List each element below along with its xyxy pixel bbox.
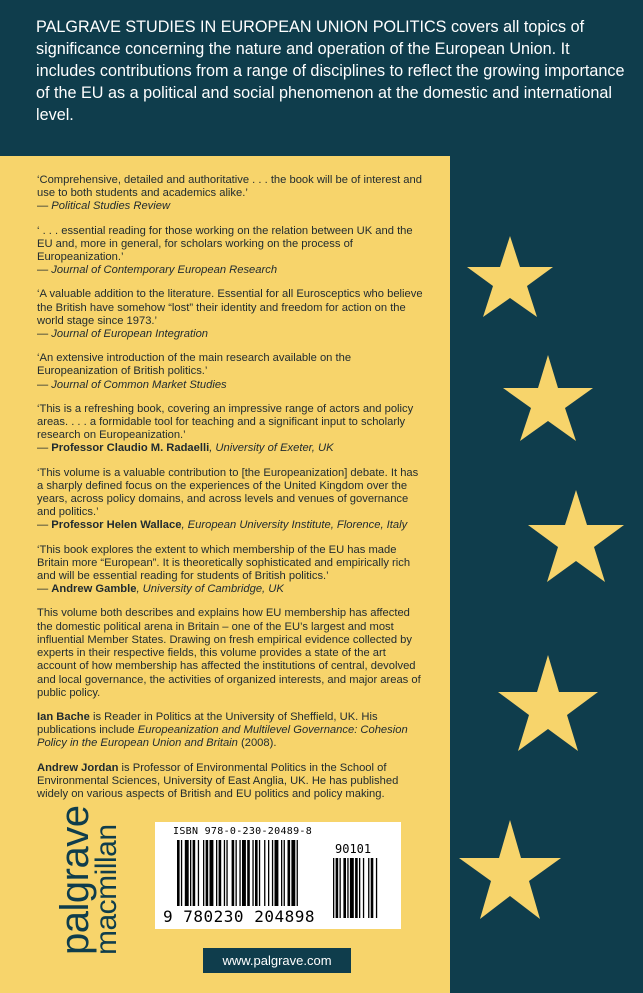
review-quote	[37, 288, 427, 341]
review-quote	[37, 174, 427, 214]
barcode-bar	[193, 840, 196, 906]
isbn: ISBN 978-0-230-20489-8	[173, 826, 313, 837]
barcode-bar	[206, 840, 209, 906]
price-code: 90101	[335, 842, 372, 856]
back-cover-text	[37, 174, 427, 812]
barcode-bar	[259, 840, 260, 906]
logo-macmillan: macmillan	[90, 824, 123, 955]
barcode-bar	[347, 858, 348, 918]
review-quote	[37, 352, 427, 392]
barcode-bar	[181, 840, 182, 906]
barcode-bar	[297, 840, 298, 906]
review-quote	[37, 544, 427, 597]
barcode-bar	[252, 840, 253, 906]
header-band	[0, 0, 643, 156]
barcode-bar	[216, 840, 217, 906]
quote-source: — Journal of European Integration	[37, 328, 209, 341]
quote-source: — Professor Helen Wallace, European University Institute, Florence, Italy	[37, 519, 408, 532]
barcode-digits: 9 780230 204898	[163, 907, 315, 926]
author-bio: Ian Bache is Reader in Politics at the University of Sheffield, UK. His publications include Europeanization and Multilevel Governance: Cohesion Policy in the European Union and Britain (2008).	[37, 710, 408, 750]
barcode-bar	[376, 858, 377, 918]
barcode-bar	[371, 858, 374, 918]
barcode-bar	[359, 858, 360, 918]
quote-text: ‘This volume is a valuable contribution to [the Europeanization] debate. It has a sharply defined focus on the experiences of the United Kingdom over the years, across policy domains, and across levels and venues of governance and politics.’	[37, 466, 419, 519]
barcode-bar	[272, 840, 273, 906]
barcode-bar	[239, 840, 240, 906]
quote-source: — Political Studies Review	[37, 200, 171, 213]
quote-text: ‘ . . . essential reading for those working on the relation between UK and the EU and, more in general, for scholars working on the process of Europeanization.’	[37, 224, 413, 264]
review-quote	[37, 467, 427, 533]
barcode-bar	[291, 840, 295, 906]
quote-text: ‘Comprehensive, detailed and authoritative . . . the book will be of interest and use to both students and academics alike.’	[37, 174, 422, 200]
barcode-bar	[336, 858, 339, 918]
barcode-bar	[363, 858, 364, 918]
quote-text: ‘This is a refreshing book, covering an impressive range of actors and policy areas. . . . a formidable tool for teaching and a significant input to scholarly research on Europeanization.’	[37, 402, 414, 442]
quote-source: — Journal of Common Market Studies	[37, 378, 227, 391]
review-quote	[37, 403, 427, 456]
barcode-bar	[185, 840, 189, 906]
barcode-bar	[198, 840, 199, 906]
quote-text: ‘An extensive introduction of the main research available on the Europeanization of British politics.’	[37, 352, 352, 378]
publisher-url-box[interactable]	[203, 948, 351, 973]
barcode-bar	[368, 858, 369, 918]
barcode-bar	[340, 858, 341, 918]
barcode-bar	[226, 840, 227, 906]
barcode-bar	[203, 840, 204, 906]
barcode-bar	[219, 840, 222, 906]
quote-text: ‘This book explores the extent to which membership of the EU has made Britain more “European”. It is theoretically sophisticated and empirically rich and will be essential reading for students of British politics.’	[37, 543, 411, 583]
star-band	[450, 156, 643, 993]
barcode	[155, 822, 401, 929]
barcode-bar	[355, 858, 358, 918]
author-bio: Andrew Jordan is Professor of Environmental Politics in the School of Environmental Sciences, University of East Anglia, UK. He has published widely on various aspects of British and EU politics and policy making.	[37, 761, 399, 800]
quote-text: ‘A valuable addition to the literature. Essential for all Eurosceptics who believe the British have somehow “lost” their identity and freedom for action on the world stage since 1973.’	[37, 288, 423, 327]
series-description: PALGRAVE STUDIES IN EUROPEAN UNION POLITICS covers all topics of significance concerning the nature and operation of the European Union. It includes contributions from a range of disciplines to reflect the growing importance of the EU as a political and social phenomenon at the domestic and international level.	[36, 18, 625, 124]
book-description: This volume both describes and explains how EU membership has affected the domestic political arena in Britain – one of the EU’s largest and most influential Member States. Drawing on fresh empirical evidence collected by experts in their respective fields, this volume provides a state of the art account of how membership has affected the institutions of central, devolved and local governance, the activities of organized interests, and major areas of public policy.	[37, 607, 421, 699]
quote-source: — Andrew Gamble, University of Cambridge, UK	[37, 583, 284, 596]
barcode-bar	[264, 840, 265, 906]
review-quote	[37, 225, 427, 278]
barcode-bar	[268, 840, 269, 906]
barcode-bar	[247, 840, 250, 906]
logo-palgrave: palgrave	[53, 805, 97, 955]
publisher-url[interactable]: www.palgrave.com	[222, 953, 332, 968]
barcode-bar	[288, 840, 291, 906]
quote-source: — Professor Claudio M. Radaelli, University of Exeter, UK	[37, 442, 334, 455]
barcode-bar	[224, 840, 225, 906]
barcode-bar	[190, 840, 191, 906]
barcode-bar	[255, 840, 258, 906]
barcode-bar	[236, 840, 237, 906]
barcode-bar	[333, 858, 334, 918]
barcode-bar	[242, 840, 246, 906]
barcode-bar	[284, 840, 285, 906]
barcode-bar	[177, 840, 180, 906]
barcode-bar	[275, 840, 279, 906]
barcode-bar	[210, 840, 214, 906]
barcode-bar	[232, 840, 235, 906]
barcode-bar	[350, 858, 354, 918]
quote-source: — Journal of Contemporary European Research	[37, 264, 278, 277]
barcode-bar	[343, 858, 346, 918]
barcode-bar	[281, 840, 282, 906]
